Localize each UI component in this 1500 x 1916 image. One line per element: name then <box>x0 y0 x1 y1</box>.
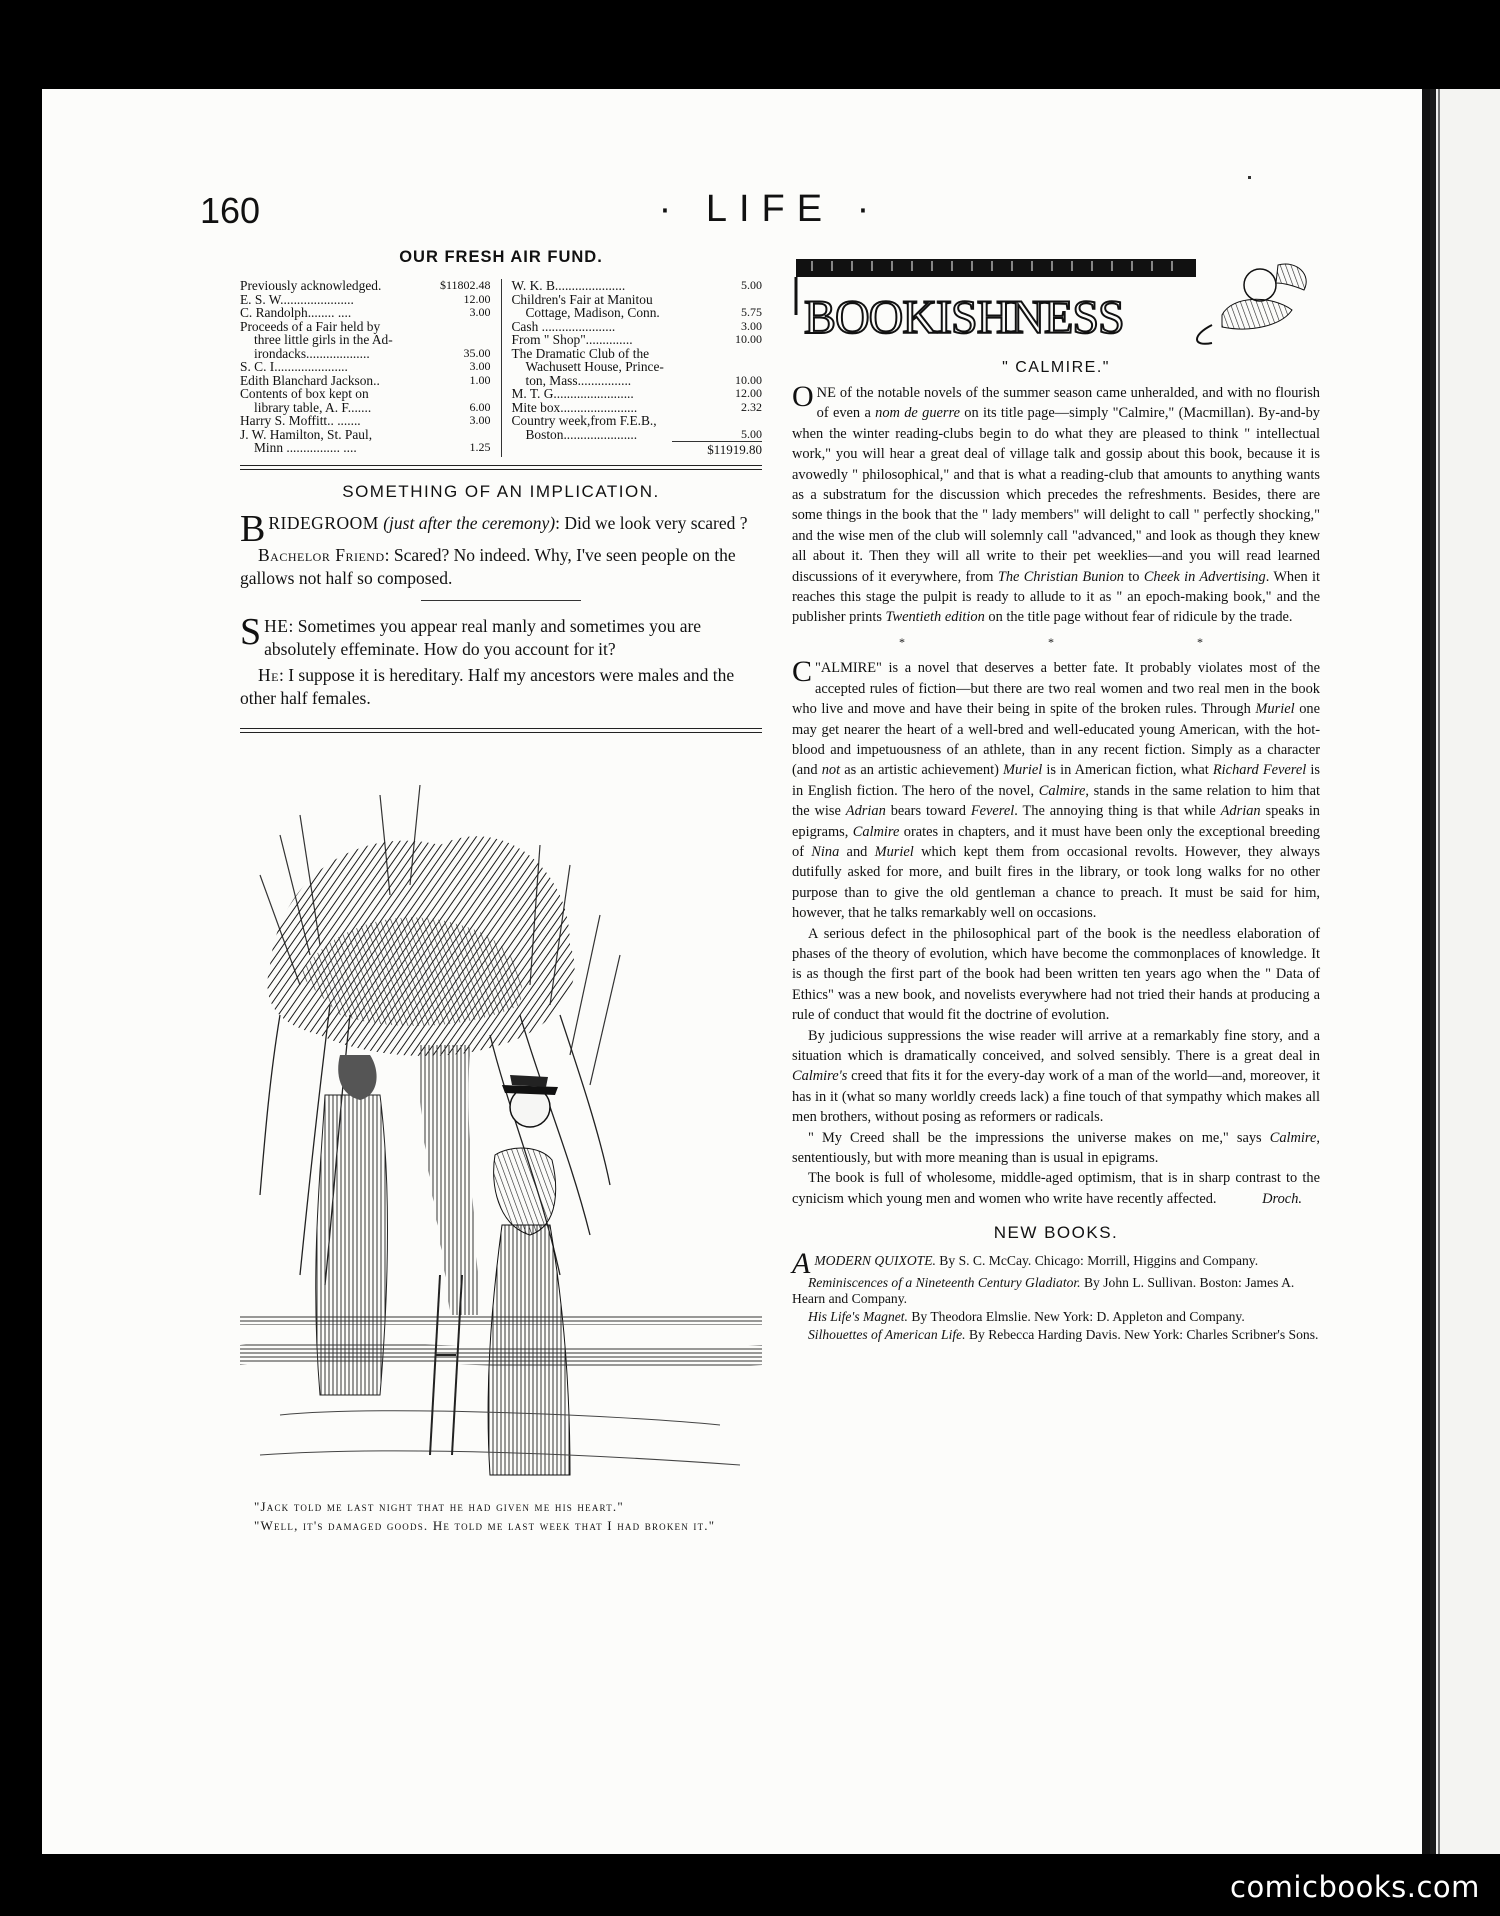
fund-entry <box>240 306 491 320</box>
left-column <box>240 248 762 1535</box>
fund-entry-name: The Dramatic Club of the Wachusett House, Prince- ton, Mass................ <box>511 345 664 388</box>
masthead: · LIFE · <box>658 188 882 230</box>
fund-entry-name: W. K. B..................... <box>511 278 626 293</box>
fund-entry <box>240 360 491 374</box>
fund-total: $11919.80 <box>672 441 762 457</box>
he-line: He: I suppose it is hereditary. Half my ancestors were males and the other half females. <box>240 664 735 708</box>
section-stars: * * * <box>899 634 1273 649</box>
fund-entry-amount: 3.00 <box>469 359 491 373</box>
caption-line-2: "Well, it's damaged goods. He told me last week that I had broken it." <box>254 1517 716 1533</box>
section-divider <box>240 728 762 733</box>
fund-entry-name: Previously acknowledged. <box>240 278 382 293</box>
drop-cap: C <box>792 655 813 689</box>
fund-entry <box>512 387 763 401</box>
fund-entry-amount: 10.00 <box>735 332 762 346</box>
fund-entry <box>240 387 491 414</box>
fund-entry-amount: 5.75 <box>741 305 762 319</box>
fund-entry <box>512 279 763 293</box>
review-paragraph: The book is full of wholesome, middle-aged optimism, that is in sharp contrast to the cynicism which young men and women who write have recently affected. Droch. <box>792 1168 1320 1209</box>
page-number: 160 <box>200 190 261 231</box>
short-divider <box>421 600 581 601</box>
review-title: " CALMIRE." <box>1002 359 1110 376</box>
fund-entry <box>240 293 491 307</box>
review-paragraph: By judicious suppressions the wise reader will arrive at a remarkably fine story, and a situation which is dramatically conceived, and solved sensibly. There is a great deal in Calmire's creed that fits it for the every-day work of a man of the world—and, moreover, it has in it (what so many worldly creeds lack) a fine touch of that sympathy which makes all men brothers, without posing as reformers or radicals. <box>792 1027 1320 1126</box>
fund-entry-amount: 3.00 <box>469 413 491 427</box>
bridegroom-line: BRIDEGROOM (just after the ceremony): Did we look very scared ? <box>240 507 748 550</box>
fund-entry-amount: 10.00 <box>735 372 762 387</box>
review-paragraph: " C ALMIRE" is a novel that deserves a better fate. It probably violates most of the accepted rules of fiction—but there are two real women and two real men in the book who live and move and have their being in spite of the broken rules. Through Muriel one may get nearer the heart of a well-bred and well-educated young American, with the hot-blood and impetuousness of an athlete, than in any recent fiction. Simply as a character (and not as an artistic achievement) Muriel is in American fiction, what Richard Feverel is in English fiction. The hero of the novel, Calmire, stands in the same relation to him that the wise Adrian bears toward Feverel. The annoying thing is that while Adrian speaks in epigrams, Calmire orates in chapters, and it must have been only the exceptional breeding of Nina and Muriel which kept them from occasional revolts. However, they always dutifully asked for more, and built fires in the library, or took long walks for no other purpose than to give the old gentleman a chance to preach. It must be said for him, however, that he talks remarkably well on occasions. <box>792 655 1321 922</box>
signature: Droch. <box>1262 1190 1302 1207</box>
page-gutter <box>1422 89 1430 1854</box>
fund-entry <box>240 428 491 455</box>
fund-entry-name: Cash ...................... <box>511 318 616 334</box>
fund-entry <box>512 333 763 347</box>
new-books-section <box>792 1223 1320 1343</box>
fund-entry-name: Edith Blanchard Jackson.. <box>240 372 380 388</box>
drop-cap: O <box>792 380 814 413</box>
fund-entry <box>512 414 763 441</box>
fund-entry-name: C. Randolph........ .... <box>240 305 352 320</box>
fund-entry-name: Country week,from F.E.B., Boston...................... <box>511 413 657 442</box>
fund-entry <box>240 279 491 293</box>
fund-title: OUR FRESH AIR FUND. <box>399 248 603 266</box>
fund-entry <box>240 414 491 428</box>
fund-entry-amount: 1.00 <box>469 372 491 387</box>
fund-entry <box>240 320 491 361</box>
bookishness-banner-text: BOOKISHNESS <box>804 291 1124 344</box>
right-column <box>792 255 1320 1345</box>
fund-entry-amount: $11802.48 <box>439 278 491 292</box>
book-entry: Reminiscences of a Nineteenth Century Gladiator. By John L. Sullivan. Boston: James A. Hearn and Company. <box>792 1275 1295 1307</box>
she-line: SHE: Sometimes you appear real manly and sometimes you are absolutely effeminate. How do you account for it? <box>240 610 702 659</box>
fund-entry-amount: 3.00 <box>741 318 762 333</box>
fund-entry-name: Proceeds of a Fair held by three little girls in the Ad- irondacks................... <box>240 318 393 361</box>
fund-entry-name: From " Shop".............. <box>511 332 633 347</box>
bachelor-line: Bachelor Friend: Scared? No indeed. Why, I've seen people on the gallows not half so composed. <box>240 544 736 588</box>
fund-entry-amount: 5.00 <box>741 426 762 441</box>
implication-title: SOMETHING OF AN IMPLICATION. <box>342 481 660 501</box>
book-entry: His Life's Magnet. By Theodora Elmslie. New York: D. Appleton and Company. <box>808 1309 1245 1325</box>
implication-joke <box>240 507 762 590</box>
new-books-title: NEW BOOKS. <box>993 1223 1119 1243</box>
caption-line-1: "Jack told me last night that he had given me his heart." <box>254 1498 624 1514</box>
fund-ledger-right <box>502 279 763 457</box>
next-page-edge <box>1430 89 1500 1854</box>
fund-ledger <box>240 279 762 457</box>
cartoon-illustration <box>240 755 762 1483</box>
site-watermark: comicbooks.com <box>1230 1870 1480 1904</box>
drop-cap: S <box>240 610 262 653</box>
fund-entry-amount: 6.00 <box>469 399 491 414</box>
fund-entry-name: Mite box....................... <box>511 399 638 415</box>
fund-ledger-left <box>240 279 502 457</box>
she-he-joke <box>240 610 762 710</box>
fund-entry-amount: 5.00 <box>741 278 762 292</box>
fund-entry-amount: 2.32 <box>741 399 762 414</box>
review-paragraph: A serious defect in the philosophical part of the book is the needless elaboration of phases of the theory of evolution, which have become the commonplaces of knowledge. It is as though the first part of the book had been written ten years ago when the " Data of Ethics" was a new book, and novelists everywhere had not tried their hands at producing a rule of conduct that would fit the doctrine of evolution. <box>792 925 1320 1024</box>
fund-entry-name: Harry S. Moffitt.. ....... <box>240 413 361 428</box>
section-divider <box>240 465 762 470</box>
cartoon-caption <box>240 1497 762 1535</box>
fund-entry-name: E. S. W...................... <box>240 291 354 307</box>
book-entry: Silhouettes of American Life. By Rebecca Harding Davis. New York: Charles Scribner's Sons. <box>808 1327 1319 1343</box>
fund-entry-name: M. T. G........................ <box>511 386 634 401</box>
book-entry: AMODERN QUIXOTE. By S. C. McCay. Chicago: Morrill, Higgins and Company. <box>792 1247 1259 1281</box>
fund-entry-amount: 3.00 <box>469 305 491 319</box>
fund-entry <box>512 401 763 415</box>
fund-entry-name: J. W. Hamilton, St. Paul, Minn ................ .... <box>240 426 373 455</box>
fund-entry-name: Children's Fair at Manitou Cottage, Madison, Conn. <box>511 291 660 320</box>
fund-entry <box>512 347 763 388</box>
review-paragraph: " My Creed shall be the impressions the universe makes on me," says Calmire, sententiously, but with more meaning than is usual in epigrams. <box>792 1129 1320 1167</box>
fund-entry <box>512 320 763 334</box>
fund-entry-amount: 35.00 <box>463 345 491 360</box>
fund-entry <box>240 374 491 388</box>
bookishness-banner <box>792 255 1320 347</box>
scan-speck <box>1248 176 1251 179</box>
fund-entry <box>512 293 763 320</box>
fund-entry-amount: 12.00 <box>735 386 762 400</box>
fund-entry-name: S. C. I...................... <box>240 359 348 374</box>
fund-entry-name: Contents of box kept on library table, A. F....... <box>240 386 372 415</box>
fund-entry-amount: 12.00 <box>463 291 491 306</box>
drop-cap: B <box>240 507 266 550</box>
fund-entry-amount: 1.25 <box>469 440 491 454</box>
calmire-review <box>792 380 1321 1209</box>
review-paragraph: ONE of the notable novels of the summer season came unheralded, and with no flourish of even a nom de guerre on its title page—simply "Calmire," (Macmillan). By-and-by when the winter reading-clubs begin to do what they are pleased to think " intellectual work," you will hear a great deal of village talk and gossip about this book, because it is avowedly " philosophical," and that is what a reading-club that amounts to anything wants as a substratum for the discussion which precedes the refreshments. Besides, there are some things in the book that the " lady members" will delight to call " perfectly shocking," and the wise men of the club will solemnly call "advanced," and look as though they knew all about it. Then they will all write to their pet weeklies—and you will read learned discussions of it everywhere, from The Christian Bunion to Cheek in Advertising. When it reaches this stage the pulpit is ready to allude to it as " an epoch-making book," and the publisher prints Twentieth edition on the title page without fear of ridicule by the trade. <box>792 380 1321 626</box>
